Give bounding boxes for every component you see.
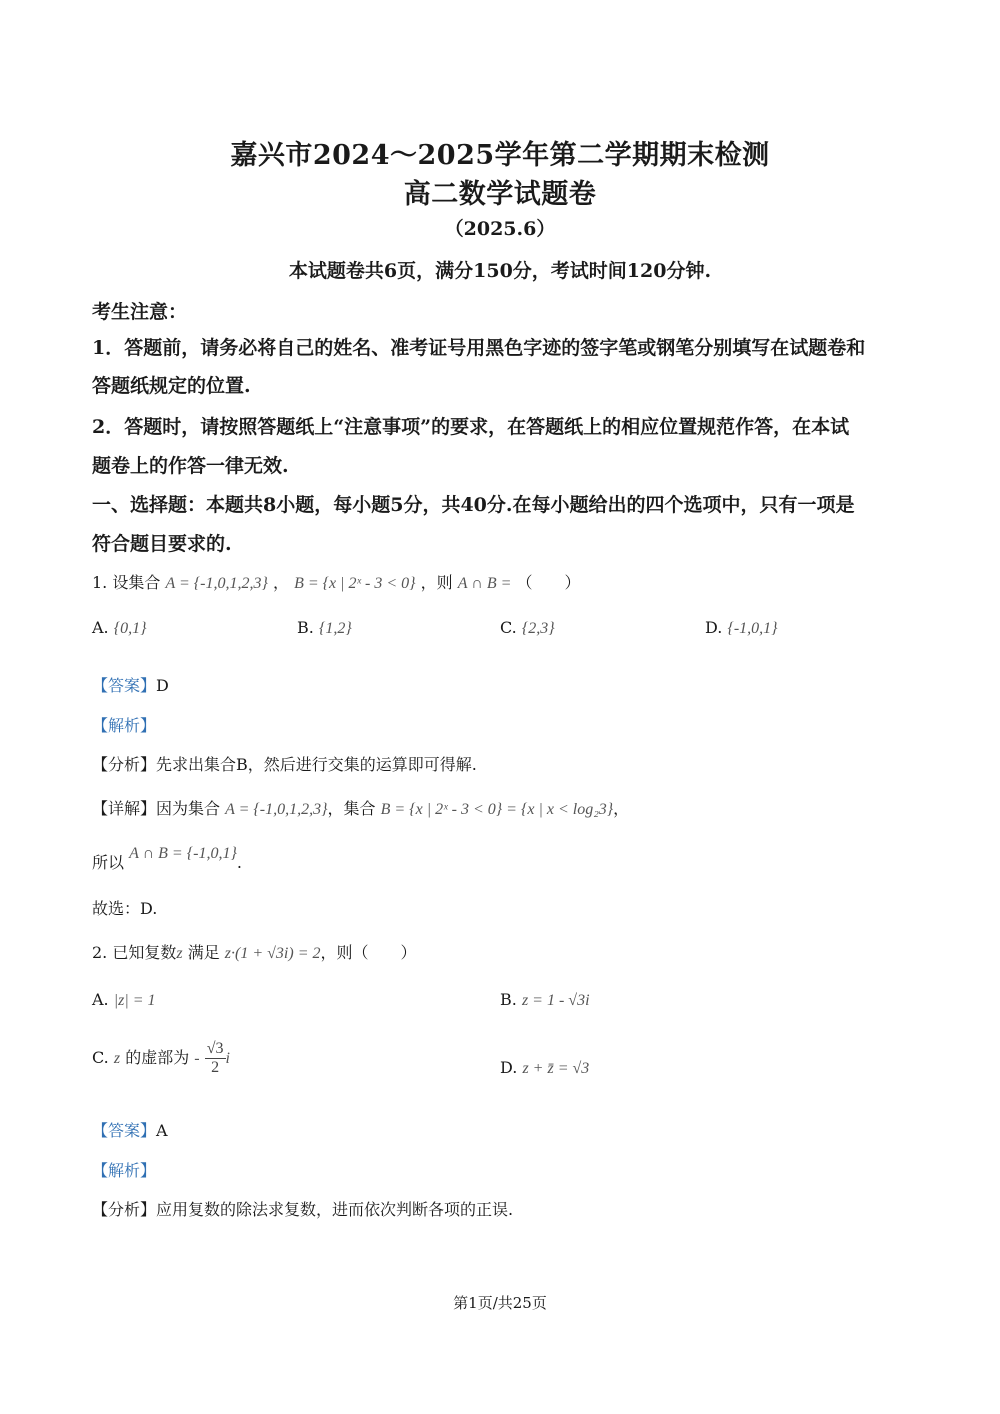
option-label: D.	[500, 1058, 518, 1077]
option-label: B.	[297, 618, 314, 637]
detail-mid: ，集合	[327, 799, 376, 818]
detail-set-a: A = {-1,0,1,2,3}	[225, 801, 328, 818]
fraction-numerator: √3	[206, 1040, 224, 1057]
notice-item1-line2: 答题纸规定的位置.	[92, 375, 251, 397]
detail-tag: 【详解】	[92, 799, 157, 818]
option-sign: -	[194, 1050, 200, 1067]
option-label: C.	[92, 1048, 109, 1067]
option-value: {2,3}	[521, 620, 555, 637]
fenxi-tag: 【分析】	[92, 755, 157, 774]
detail-pre: 因为集合	[156, 799, 221, 818]
so-label: 所以	[92, 853, 125, 872]
q1-option-a	[92, 618, 147, 638]
q1-analysis-tag: 【解析】	[92, 716, 157, 735]
option-z: z	[113, 1050, 121, 1067]
q2-answer	[92, 1118, 168, 1141]
option-value: {-1,0,1}	[727, 620, 778, 637]
q1-option-b	[297, 618, 352, 638]
option-unit: i	[225, 1050, 230, 1067]
notice-item2-line2: 题卷上的作答一律无效.	[92, 455, 289, 477]
q1-fenxi	[92, 752, 477, 775]
question-2-stem	[92, 940, 417, 963]
page-number: 第1页/共25页	[453, 1294, 547, 1312]
q2-then: ，则（ ）	[320, 943, 417, 962]
q2-option-a	[92, 990, 156, 1010]
so-expr: A ∩ B = {-1,0,1}	[129, 845, 237, 862]
q2-option-d	[500, 1058, 589, 1078]
section1-line1: 一、选择题：本题共8小题，每小题5分，共40分.在每小题给出的四个选项中，只有一项是	[92, 494, 855, 516]
q1-option-c	[500, 618, 555, 638]
q2-satisfy: 满足	[187, 943, 220, 962]
notice-item1-line1: 1．答题前，请务必将自己的姓名、准考证号用黑色字迹的签字笔或钢笔分别填写在试题卷和	[92, 337, 866, 359]
answer-tag: 【答案】	[92, 1121, 157, 1140]
q1-sep: ，	[272, 573, 289, 592]
detail-end: ，	[613, 799, 630, 818]
q1-paren: （ ）	[516, 573, 581, 592]
q2-prefix: 2. 已知复数	[92, 943, 177, 962]
q1-choose: 故选：D.	[92, 899, 158, 918]
detail-set-b: B = {x | 2ˣ - 3 < 0} = {x | x < log₂3}	[380, 801, 614, 818]
option-label: B.	[500, 990, 517, 1009]
q2-option-c	[92, 1040, 230, 1077]
fraction-denominator: 2	[211, 1059, 220, 1076]
option-label: D.	[705, 618, 723, 637]
q1-prefix: 1. 设集合	[92, 573, 161, 592]
option-label: A.	[92, 990, 109, 1009]
option-value: {0,1}	[113, 620, 147, 637]
q1-then: ，则	[420, 573, 453, 592]
answer-value: A	[156, 1121, 168, 1140]
q2-option-b	[500, 990, 590, 1010]
q2-analysis-tag: 【解析】	[92, 1161, 157, 1180]
notice-heading: 考生注意：	[92, 301, 188, 323]
fenxi-tag: 【分析】	[92, 1200, 157, 1219]
q1-detail	[92, 796, 629, 819]
exam-info: 本试题卷共6页，满分150分，考试时间120分钟.	[288, 260, 712, 282]
question-1-stem	[92, 570, 581, 593]
q1-set-b: B = {x | 2ˣ - 3 < 0}	[294, 575, 416, 592]
q1-set-a: A = {-1,0,1,2,3}	[165, 575, 268, 592]
notice-item2-line1: 2．答题时，请按照答题纸上“注意事项”的要求，在答题纸上的相应位置规范作答，在本试	[92, 416, 850, 438]
exam-subtitle: 高二数学试题卷	[403, 179, 597, 210]
exam-title: 嘉兴市2024～2025学年第二学期期末检测	[230, 140, 770, 171]
q1-option-d	[705, 618, 778, 638]
fenxi-text: 先求出集合B，然后进行交集的运算即可得解.	[156, 755, 477, 774]
option-value: |z| = 1	[113, 992, 156, 1009]
exam-date: （2025.6）	[444, 218, 556, 240]
answer-tag: 【答案】	[92, 676, 157, 695]
option-label: C.	[500, 618, 517, 637]
so-end: .	[236, 853, 242, 872]
option-text: 的虚部为	[125, 1048, 190, 1067]
q1-answer	[92, 673, 169, 696]
q1-expr: A ∩ B =	[457, 575, 512, 592]
section1-line2: 符合题目要求的.	[92, 533, 232, 555]
answer-value: D	[156, 676, 169, 695]
q2-z: z	[176, 945, 183, 962]
q1-conclusion	[92, 840, 242, 872]
q2-eq: z·(1 + √3i) = 2	[224, 945, 321, 962]
option-label: A.	[92, 618, 109, 637]
fenxi-text: 应用复数的除法求复数，进而依次判断各项的正误.	[156, 1200, 514, 1219]
option-value: z = 1 - √3i	[521, 992, 590, 1009]
option-value: {1,2}	[318, 620, 352, 637]
q2-fenxi	[92, 1197, 513, 1220]
fraction	[205, 1040, 226, 1077]
option-value: z + z̄ = √3	[522, 1060, 590, 1077]
